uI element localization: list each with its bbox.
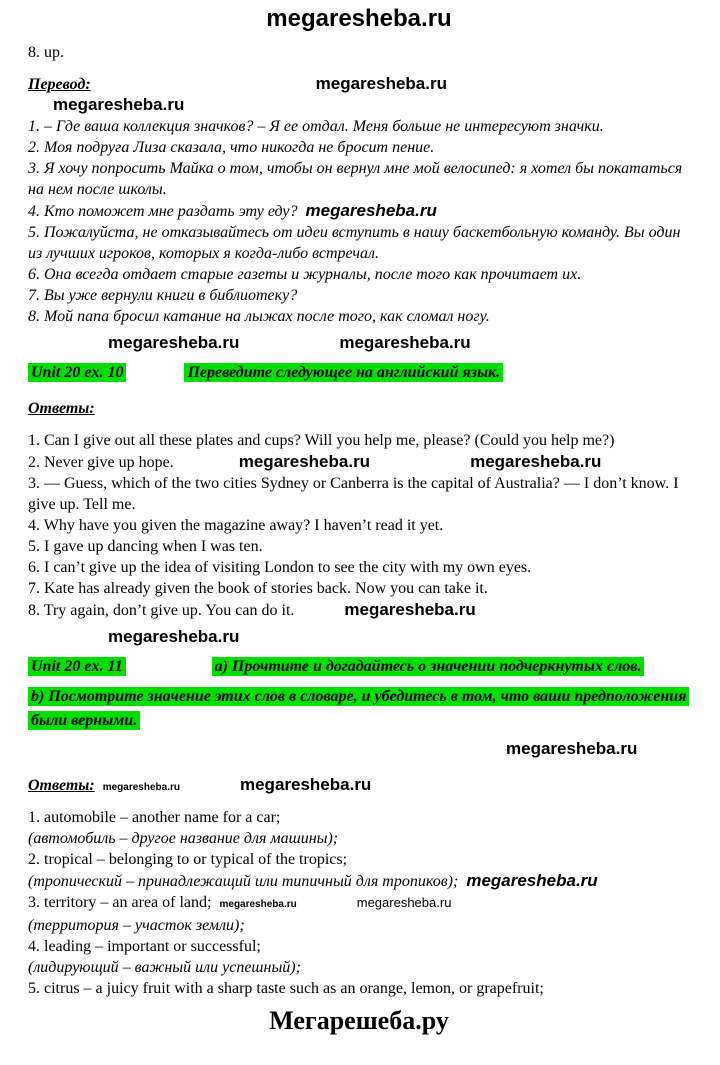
answer-text: 5. I gave up dancing when I was ten. xyxy=(28,538,263,555)
vocab-item-ru xyxy=(28,915,690,936)
watermark: megaresheba.ru xyxy=(466,871,598,890)
watermark: megaresheba.ru xyxy=(344,600,476,619)
unit11-header-row xyxy=(28,655,690,679)
translation-item xyxy=(28,137,690,158)
vocab-en-text: 5. citrus – a juicy fruit with a sharp taste such as an orange, lemon, or grapefruit; xyxy=(28,980,544,997)
translation-text: 8. Мой папа бросил катание на лыжах после того, как сломал ногу. xyxy=(28,308,490,325)
translation-item xyxy=(28,264,690,285)
vocab-en-text: 2. tropical – belonging to or typical of the tropics; xyxy=(28,851,348,868)
translation-text: 5. Пожалуйста, не отказывайтесь от идеи вступить в нашу баскетбольную команду. Вы один из лучших игроков, которых я когда-либо встречал. xyxy=(28,224,681,262)
answer-item xyxy=(28,578,690,599)
translation-item xyxy=(28,306,690,327)
unit10-task: Переведите следующее на английский язык. xyxy=(184,363,503,382)
answer-text: 1. Can I give out all these plates and cups? Will you help me, please? (Could you help me?) xyxy=(28,432,615,449)
translation-item xyxy=(28,222,690,264)
watermark: megaresheba.ru xyxy=(339,333,471,352)
vocab-item-ru xyxy=(28,957,690,978)
answer-item xyxy=(28,430,690,451)
translation-text: 2. Моя подруга Лиза сказала, что никогда не бросит пение. xyxy=(28,139,435,156)
translation-item xyxy=(28,158,690,200)
vocab-item-ru xyxy=(28,870,690,892)
answer-item xyxy=(28,515,690,536)
answer-item xyxy=(28,451,690,473)
site-footer-title: Мегарешеба.ру xyxy=(269,1006,449,1035)
watermark: megaresheba.ru xyxy=(108,627,240,646)
translation-text: 6. Она всегда отдает старые газеты и журналы, после того как прочитает их. xyxy=(28,266,582,283)
watermark: megaresheba.ru xyxy=(239,775,372,794)
unit10-answers xyxy=(28,430,690,621)
unit11-task-b: b) Посмотрите значение этих слов в словаре, и убедитесь в том, что ваши предположения были верными. xyxy=(28,687,689,730)
answer-item xyxy=(28,536,690,557)
answer-text: 4. Why have you given the magazine away? I haven’t read it yet. xyxy=(28,517,444,534)
answers-label: Ответы: xyxy=(28,400,95,417)
answer-text: 8. Try again, don’t give up. You can do it. xyxy=(28,602,295,619)
vocab-en-text: 3. territory – an area of land; xyxy=(28,894,212,911)
answers-label: Ответы: xyxy=(28,777,95,794)
watermark: megaresheba.ru xyxy=(470,452,602,471)
vocab-ru-text: (территория – участок земли); xyxy=(28,917,245,934)
translation-text: 7. Вы уже вернули книги в библиотеку? xyxy=(28,287,298,304)
answer-item xyxy=(28,599,690,621)
watermark: megaresheba.ru xyxy=(305,201,437,220)
vocab-item-en xyxy=(28,978,690,999)
watermark-row xyxy=(28,737,690,761)
vocab-item-ru xyxy=(28,828,690,849)
vocab-ru-text: (автомобиль – другое название для машины); xyxy=(28,830,339,847)
watermark-row xyxy=(28,625,690,649)
translation-item xyxy=(28,116,690,137)
top-answer-text: 8. up. xyxy=(28,44,64,61)
answer-text: 6. I can’t give up the idea of visiting London to see the city with my own eyes. xyxy=(28,559,532,576)
perevod-label-row xyxy=(28,73,690,95)
watermark: megaresheba.ru xyxy=(102,782,180,793)
vocab-ru-text: (тропический – принадлежащий или типичный для тропиков); xyxy=(28,873,459,890)
watermark: megaresheba.ru xyxy=(506,739,638,758)
answer-text: 7. Kate has already given the book of stories back. Now you can take it. xyxy=(28,580,488,597)
unit10-tag: Unit 20 ex. 10 xyxy=(28,363,126,382)
watermark: megaresheba.ru xyxy=(238,452,371,471)
vocab-item-en xyxy=(28,892,690,915)
unit10-header-row xyxy=(28,361,690,385)
watermark-row xyxy=(28,331,690,355)
vocab-item-en xyxy=(28,936,690,957)
unit11-task-b-row xyxy=(28,685,690,733)
answer-text: 3. — Guess, which of the two cities Sydney or Canberra is the capital of Australia? — I don’t know. I give up. Tell me. xyxy=(28,475,679,513)
vocab-ru-text: (лидирующий – важный или успешный); xyxy=(28,959,301,976)
unit11-task-a: a) Прочтите и догадайтесь о значении подчеркнутых слов. xyxy=(212,657,645,676)
vocab-item-en xyxy=(28,807,690,828)
watermark-row xyxy=(28,95,690,116)
watermark: megaresheba.ru xyxy=(53,95,185,114)
translation-item xyxy=(28,200,690,222)
translation-item xyxy=(28,285,690,306)
vocab-item-en xyxy=(28,849,690,870)
top-answer-line xyxy=(28,42,690,63)
watermark: megaresheba.ru xyxy=(219,899,297,910)
answer-item xyxy=(28,473,690,515)
watermark: megaresheba.ru xyxy=(108,333,240,352)
unit11-answers xyxy=(28,807,690,999)
site-watermark-header: megaresheba.ru xyxy=(266,5,452,32)
translation-text: 3. Я хочу попросить Майка о том, чтобы он вернул мне мой велосипед: я хотел бы покататься на нем после школы. xyxy=(28,160,683,198)
unit11-answers-label-row xyxy=(28,774,690,798)
unit10-answers-label-row xyxy=(28,398,690,419)
perevod-label: Перевод: xyxy=(28,76,91,93)
answer-item xyxy=(28,557,690,578)
watermark: megaresheba.ru xyxy=(356,895,452,910)
translation-text: 4. Кто поможет мне раздать эту еду? xyxy=(28,203,298,220)
vocab-en-text: 1. automobile – another name for a car; xyxy=(28,809,281,826)
unit11-tag: Unit 20 ex. 11 xyxy=(28,657,126,676)
watermark: megaresheba.ru xyxy=(315,74,447,93)
answer-text: 2. Never give up hope. xyxy=(28,454,174,471)
vocab-en-text: 4. leading – important or successful; xyxy=(28,938,261,955)
translation-text: 1. – Где ваша коллекция значков? – Я ее отдал. Меня больше не интересуют значки. xyxy=(28,118,604,135)
